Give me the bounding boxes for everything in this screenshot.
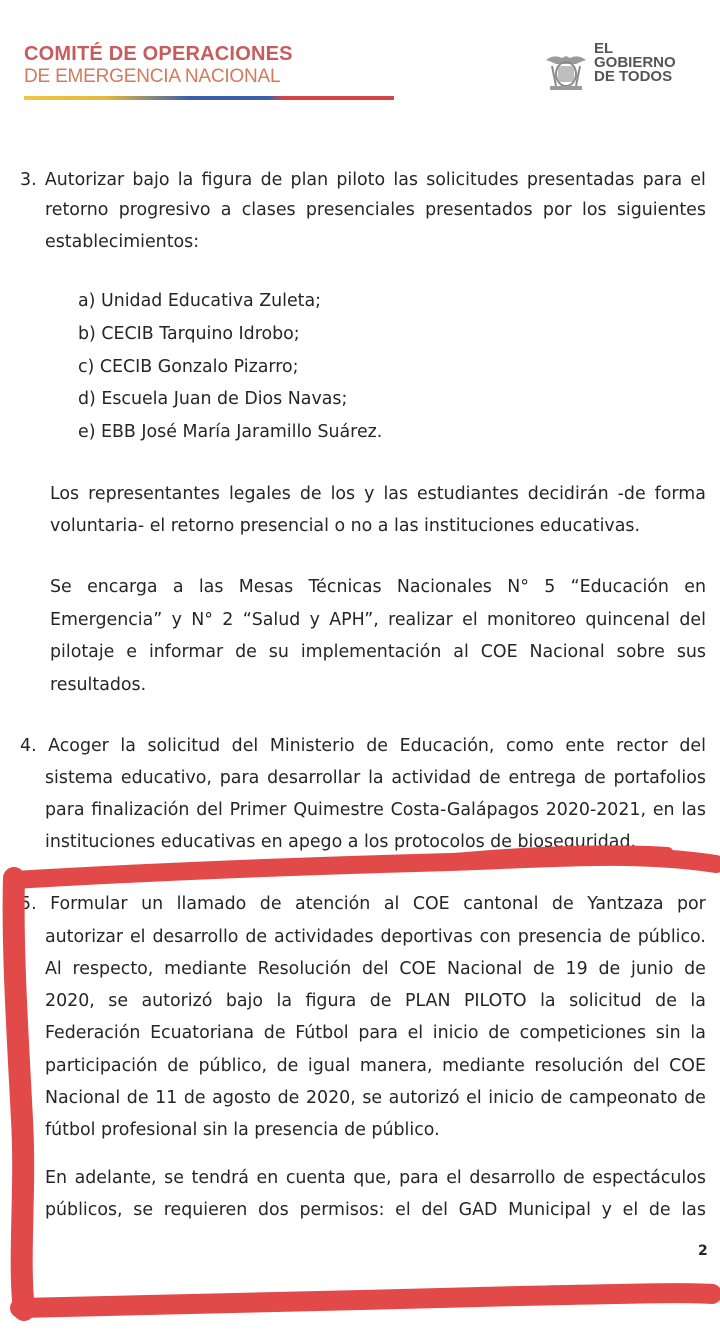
para1-line1: Los representantes legales de los y las estudiantes decidirán -de forma (50, 484, 706, 504)
item3-line2: retorno progresivo a clases presenciales presentados por los siguientes (45, 200, 706, 220)
list-item-e: e) EBB José María Jaramillo Suárez. (78, 422, 383, 442)
item5-line4: 2020, se autorizó bajo la figura de PLAN PILOTO la solicitud de la (45, 991, 706, 1011)
para2-line2: Emergencia” y N° 2 “Salud y APH”, realizar el monitoreo quincenal del (50, 610, 706, 630)
item4-line2: sistema educativo, para desarrollar la actividad de entrega de portafolios (45, 768, 706, 788)
gov-line2: GOBIERNO (594, 54, 676, 71)
org-name-line1: COMITÉ DE OPERACIONES (24, 43, 293, 65)
item4-line4: instituciones educativas en apego a los protocolos de bioseguridad. (45, 832, 637, 852)
item5-line3: Al respecto, mediante Resolución del COE Nacional de 19 de junio de (45, 959, 706, 979)
ecuador-coat-of-arms-icon (542, 46, 590, 94)
item5-line6: participación de público, de igual manera, mediante resolución del COE (45, 1056, 706, 1076)
para2-line1: Se encarga a las Mesas Técnicas Nacionales N° 5 “Educación en (50, 577, 706, 597)
item5-line5: Federación Ecuatoriana de Fútbol para el inicio de competiciones sin la (45, 1023, 706, 1043)
list-item-b: b) CECIB Tarquino Idrobo; (78, 324, 300, 344)
gobierno-wordmark (594, 42, 676, 84)
para1-line2: voluntaria- el retorno presencial o no a las instituciones educativas. (50, 516, 640, 536)
item5-line7: Nacional de 11 de agosto de 2020, se autorizó el inicio de campeonato de (45, 1088, 706, 1108)
item5-line2: autorizar el desarrollo de actividades deportivas con presencia de público. (45, 927, 706, 947)
item5-line1: 5. Formular un llamado de atención al COE cantonal de Yantzaza por (20, 894, 706, 914)
item4-line3: para finalización del Primer Quimestre Costa-Galápagos 2020-2021, en las (45, 800, 706, 820)
header-color-rule (24, 96, 394, 100)
item5-line8: fútbol profesional sin la presencia de público. (45, 1120, 440, 1140)
list-item-c: c) CECIB Gonzalo Pizarro; (78, 357, 299, 377)
item5-para-line2: públicos, se requieren dos permisos: el del GAD Municipal y el de las (45, 1200, 706, 1220)
list-item-d: d) Escuela Juan de Dios Navas; (78, 389, 348, 409)
item5-para-line1: En adelante, se tendrá en cuenta que, para el desarrollo de espectáculos (45, 1168, 706, 1188)
para2-line4: resultados. (50, 675, 147, 695)
item3-line1: 3. Autorizar bajo la figura de plan piloto las solicitudes presentadas para el (20, 170, 706, 190)
para2-line3: pilotaje e informar de su implementación al COE Nacional sobre sus (50, 642, 706, 662)
org-name-line2: DE EMERGENCIA NACIONAL (24, 66, 281, 87)
gobierno-logo (542, 40, 712, 100)
document-header (22, 40, 712, 105)
item3-line3: establecimientos: (45, 232, 200, 252)
item4-line1: 4. Acoger la solicitud del Ministerio de Educación, como ente rector del (20, 736, 706, 756)
list-item-a: a) Unidad Educativa Zuleta; (78, 291, 322, 311)
gov-line3: DE TODOS (594, 68, 673, 85)
page-number: 2 (698, 1243, 708, 1259)
gov-line1: EL (594, 40, 614, 57)
